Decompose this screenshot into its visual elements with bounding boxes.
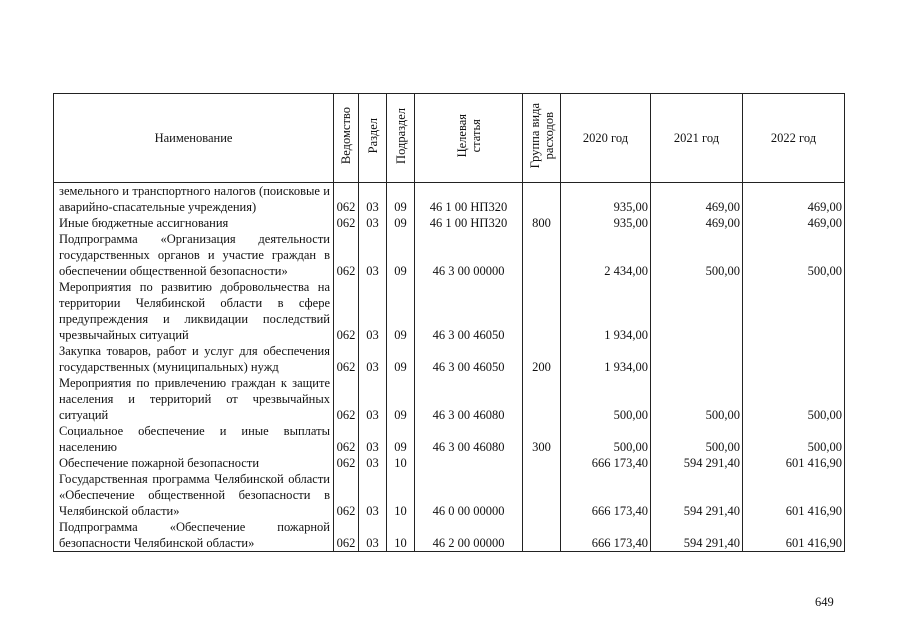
header-2020: 2020 год bbox=[561, 94, 651, 183]
row-podrazdel: 09 bbox=[387, 423, 415, 455]
row-value-2020: 500,00 bbox=[561, 375, 651, 423]
row-podrazdel: 10 bbox=[387, 519, 415, 552]
header-podrazdel bbox=[387, 94, 415, 183]
row-value-2021: 500,00 bbox=[651, 423, 743, 455]
row-value-2022: 500,00 bbox=[743, 375, 845, 423]
row-gruppa bbox=[523, 471, 561, 519]
row-value-2021: 500,00 bbox=[651, 375, 743, 423]
row-value-2021: 469,00 bbox=[651, 183, 743, 216]
row-tselevaya: 46 2 00 00000 bbox=[415, 519, 523, 552]
table-row bbox=[54, 231, 845, 279]
row-name: Мероприятия по привлечению граждан к защите населения и территорий от чрезвычайных ситуаций bbox=[54, 375, 334, 423]
header-tselevaya bbox=[415, 94, 523, 183]
row-tselevaya: 46 3 00 46080 bbox=[415, 423, 523, 455]
row-vedomstvo: 062 bbox=[334, 471, 359, 519]
row-tselevaya: 46 3 00 00000 bbox=[415, 231, 523, 279]
row-gruppa bbox=[523, 519, 561, 552]
table-row bbox=[54, 423, 845, 455]
header-gruppa-line1: Группа вида bbox=[527, 103, 542, 169]
table-row bbox=[54, 455, 845, 471]
row-podrazdel: 09 bbox=[387, 183, 415, 216]
row-value-2022: 469,00 bbox=[743, 183, 845, 216]
row-value-2020: 666 173,40 bbox=[561, 455, 651, 471]
table-row bbox=[54, 343, 845, 375]
row-name: Обеспечение пожарной безопасности bbox=[54, 455, 334, 471]
row-tselevaya bbox=[415, 455, 523, 471]
row-podrazdel: 09 bbox=[387, 215, 415, 231]
row-value-2021: 594 291,40 bbox=[651, 519, 743, 552]
row-value-2022: 469,00 bbox=[743, 215, 845, 231]
table-row bbox=[54, 519, 845, 552]
row-name: Закупка товаров, работ и услуг для обеспечения государственных (муниципальных) нужд bbox=[54, 343, 334, 375]
row-value-2020: 500,00 bbox=[561, 423, 651, 455]
row-gruppa: 300 bbox=[523, 423, 561, 455]
row-value-2022: 601 416,90 bbox=[743, 519, 845, 552]
row-value-2020: 666 173,40 bbox=[561, 519, 651, 552]
row-gruppa bbox=[523, 231, 561, 279]
row-name: Подпрограмма «Организация деятельности государственных органов и участие граждан в обеспечении общественной безопасности» bbox=[54, 231, 334, 279]
row-razdel: 03 bbox=[359, 455, 387, 471]
header-gruppa bbox=[523, 94, 561, 183]
row-value-2021 bbox=[651, 279, 743, 343]
row-razdel: 03 bbox=[359, 183, 387, 216]
header-podrazdel-label: Подраздел bbox=[393, 108, 408, 164]
table-body bbox=[54, 183, 845, 552]
header-razdel-label: Раздел bbox=[365, 118, 380, 154]
row-gruppa bbox=[523, 455, 561, 471]
row-value-2021: 594 291,40 bbox=[651, 471, 743, 519]
row-tselevaya: 46 1 00 НП320 bbox=[415, 183, 523, 216]
table-row bbox=[54, 183, 845, 216]
header-2021: 2021 год bbox=[651, 94, 743, 183]
row-value-2021 bbox=[651, 343, 743, 375]
table-row bbox=[54, 375, 845, 423]
row-tselevaya: 46 3 00 46050 bbox=[415, 279, 523, 343]
row-razdel: 03 bbox=[359, 279, 387, 343]
row-tselevaya: 46 3 00 46050 bbox=[415, 343, 523, 375]
table-row bbox=[54, 279, 845, 343]
row-value-2022: 500,00 bbox=[743, 231, 845, 279]
row-podrazdel: 09 bbox=[387, 231, 415, 279]
row-name: Социальное обеспечение и иные выплаты населению bbox=[54, 423, 334, 455]
row-value-2022: 601 416,90 bbox=[743, 455, 845, 471]
table-row bbox=[54, 215, 845, 231]
row-vedomstvo: 062 bbox=[334, 183, 359, 216]
row-razdel: 03 bbox=[359, 231, 387, 279]
row-value-2022: 500,00 bbox=[743, 423, 845, 455]
page-number: 649 bbox=[815, 595, 834, 609]
row-value-2022 bbox=[743, 279, 845, 343]
row-vedomstvo: 062 bbox=[334, 455, 359, 471]
header-vedomstvo bbox=[334, 94, 359, 183]
row-podrazdel: 10 bbox=[387, 471, 415, 519]
row-vedomstvo: 062 bbox=[334, 231, 359, 279]
row-value-2020: 2 434,00 bbox=[561, 231, 651, 279]
header-vedomstvo-label: Ведомство bbox=[339, 107, 353, 165]
row-vedomstvo: 062 bbox=[334, 279, 359, 343]
row-tselevaya: 46 3 00 46080 bbox=[415, 375, 523, 423]
row-value-2020: 1 934,00 bbox=[561, 343, 651, 375]
row-value-2020: 666 173,40 bbox=[561, 471, 651, 519]
row-podrazdel: 09 bbox=[387, 343, 415, 375]
header-tselevaya-line1: Целевая bbox=[454, 114, 469, 158]
row-gruppa bbox=[523, 183, 561, 216]
header-row bbox=[54, 94, 845, 183]
row-tselevaya: 46 0 00 00000 bbox=[415, 471, 523, 519]
row-tselevaya: 46 1 00 НП320 bbox=[415, 215, 523, 231]
row-value-2021: 500,00 bbox=[651, 231, 743, 279]
row-name: Мероприятия по развитию добровольчества на территории Челябинской области в сфере предупреждения и ликвидации последствий чрезвычайных ситуаций bbox=[54, 279, 334, 343]
header-tselevaya-line2: статья bbox=[468, 119, 483, 153]
row-value-2020: 935,00 bbox=[561, 183, 651, 216]
row-name: Подпрограмма «Обеспечение пожарной безопасности Челябинской области» bbox=[54, 519, 334, 552]
header-2022: 2022 год bbox=[743, 94, 845, 183]
row-value-2022: 601 416,90 bbox=[743, 471, 845, 519]
budget-table bbox=[53, 93, 845, 552]
row-razdel: 03 bbox=[359, 375, 387, 423]
header-razdel bbox=[359, 94, 387, 183]
row-name: земельного и транспортного налогов (поисковые и аварийно-спасательные учреждения) bbox=[54, 183, 334, 216]
row-razdel: 03 bbox=[359, 215, 387, 231]
row-vedomstvo: 062 bbox=[334, 343, 359, 375]
row-gruppa bbox=[523, 279, 561, 343]
row-value-2021: 469,00 bbox=[651, 215, 743, 231]
row-vedomstvo: 062 bbox=[334, 375, 359, 423]
row-razdel: 03 bbox=[359, 519, 387, 552]
row-razdel: 03 bbox=[359, 343, 387, 375]
row-podrazdel: 10 bbox=[387, 455, 415, 471]
header-tselevaya-label bbox=[455, 114, 483, 157]
row-value-2020: 935,00 bbox=[561, 215, 651, 231]
row-vedomstvo: 062 bbox=[334, 519, 359, 552]
row-vedomstvo: 062 bbox=[334, 215, 359, 231]
row-gruppa bbox=[523, 375, 561, 423]
header-gruppa-line2: расходов bbox=[541, 112, 556, 160]
table-row bbox=[54, 471, 845, 519]
row-razdel: 03 bbox=[359, 471, 387, 519]
row-value-2021: 594 291,40 bbox=[651, 455, 743, 471]
row-podrazdel: 09 bbox=[387, 279, 415, 343]
row-gruppa: 800 bbox=[523, 215, 561, 231]
row-name: Государственная программа Челябинской области «Обеспечение общественной безопасности в Челябинской области» bbox=[54, 471, 334, 519]
row-value-2020: 1 934,00 bbox=[561, 279, 651, 343]
row-name: Иные бюджетные ассигнования bbox=[54, 215, 334, 231]
row-gruppa: 200 bbox=[523, 343, 561, 375]
row-podrazdel: 09 bbox=[387, 375, 415, 423]
row-vedomstvo: 062 bbox=[334, 423, 359, 455]
header-gruppa-label bbox=[528, 103, 556, 168]
row-razdel: 03 bbox=[359, 423, 387, 455]
row-value-2022 bbox=[743, 343, 845, 375]
header-name: Наименование bbox=[54, 94, 334, 183]
